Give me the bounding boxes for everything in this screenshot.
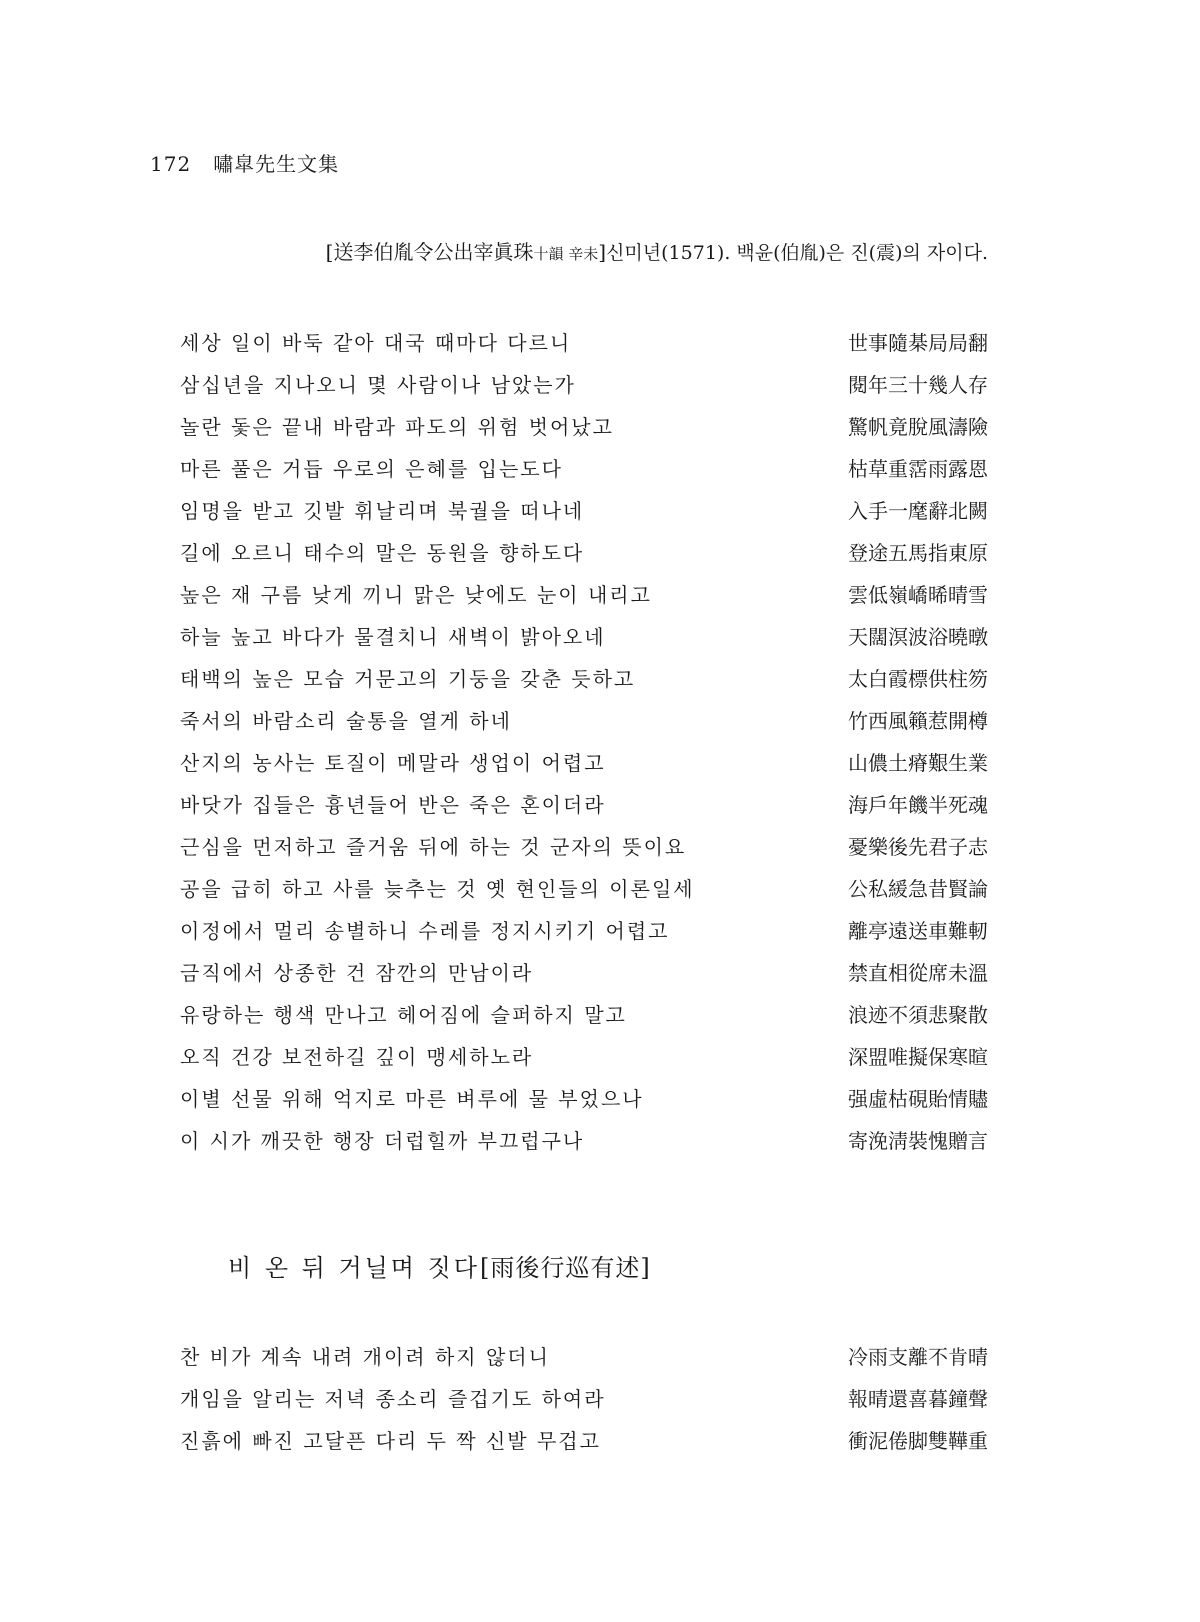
book-title: 嘯皐先生文集 [213,152,340,176]
korean-line: 마른 풀은 거듭 우로의 은혜를 입는도다 [180,457,563,481]
korean-line: 이정에서 멀리 송별하니 수레를 정지시키기 어렵고 [180,919,670,943]
korean-line: 길에 오르니 태수의 말은 동원을 향하도다 [180,541,585,565]
poem-title-reading: 신미년(1571). 백윤(伯胤)은 진(震)의 자이다. [606,242,988,264]
hanja-line: 離亭遠送車難軔 [848,919,988,943]
hanja-line: 憂樂後先君子志 [848,835,988,859]
section-title [228,1248,651,1283]
korean-line: 공을 급히 하고 사를 늦추는 것 옛 현인들의 이론일세 [180,877,695,901]
poem-line [180,868,988,910]
hanja-line: 太白霞標供柱笏 [848,667,988,691]
poem-line [180,910,988,952]
hanja-line: 寄浼淸裝愧贈言 [848,1129,988,1153]
korean-line: 임명을 받고 깃발 휘날리며 북궐을 떠나네 [180,499,585,523]
hanja-line: 竹西風籟惹開樽 [848,709,988,733]
poem-line [180,1378,988,1420]
hanja-line: 衝泥倦脚雙鞾重 [848,1429,988,1453]
hanja-line: 驚帆竟脫風濤險 [848,415,988,439]
korean-line: 오직 건강 보전하길 깊이 맹세하노라 [180,1045,534,1069]
korean-line: 이별 선물 위해 억지로 마른 벼루에 물 부었으나 [180,1087,644,1111]
hanja-line: 世事隨棊局局翻 [848,331,988,355]
korean-line: 금직에서 상종한 건 잠깐의 만남이라 [180,961,534,985]
poem-line [180,364,988,406]
poem-title-close: ] [598,240,607,264]
poem-line [180,574,988,616]
korean-line: 세상 일이 바둑 같아 대국 때마다 다르니 [180,331,572,355]
hanja-line: 禁直相從席未溫 [848,961,988,985]
hanja-line: 登途五馬指東原 [848,541,988,565]
poem-line [180,322,988,364]
poem-line [180,1420,988,1462]
korean-line: 이 시가 깨끗한 행장 더럽힐까 부끄럽구나 [180,1129,585,1153]
korean-line: 근심을 먼저하고 즐거움 뒤에 하는 것 군자의 뜻이요 [180,835,687,859]
korean-line: 진흙에 빠진 고달픈 다리 두 짝 신발 무겁고 [180,1429,601,1453]
korean-line: 찬 비가 계속 내려 개이려 하지 않더니 [180,1345,550,1369]
hanja-line: 强虛枯硯貽情贐 [848,1087,988,1111]
poem-line [180,532,988,574]
korean-line: 태백의 높은 모습 거문고의 기둥을 갖춘 듯하고 [180,667,636,691]
korean-line: 개임을 알리는 저녁 종소리 즐겁기도 하여라 [180,1387,606,1411]
hanja-line: 海戶年饑半死魂 [848,793,988,817]
poem-body-second [180,1336,988,1462]
korean-line: 삼십년을 지나오니 몇 사람이나 남았는가 [180,373,576,397]
poem-line [180,1336,988,1378]
poem-line [180,952,988,994]
korean-line: 하늘 높고 바다가 물결치니 새벽이 밝아오네 [180,625,606,649]
hanja-line: 浪迹不須悲聚散 [848,1003,988,1027]
hanja-line: 入手一麾辭北闕 [848,499,988,523]
poem-line [180,1078,988,1120]
poem-line [180,1036,988,1078]
hanja-line: 深盟唯擬保寒暄 [848,1045,988,1069]
poem-line [180,658,988,700]
poem-body [180,322,988,1162]
korean-line: 놀란 돛은 끝내 바람과 파도의 위험 벗어났고 [180,415,614,439]
poem-line [180,826,988,868]
poem-line [180,700,988,742]
poem-line [180,784,988,826]
korean-line: 유랑하는 행색 만나고 헤어짐에 슬퍼하지 말고 [180,1003,627,1027]
hanja-line: 山儂土瘠艱生業 [848,751,988,775]
page-number: 172 [150,152,192,176]
poem-title-note: 十韻 辛未 [533,245,599,263]
korean-line: 죽서의 바람소리 술통을 열게 하네 [180,709,512,733]
hanja-line: 報晴還喜暮鐘聲 [848,1387,988,1411]
hanja-line: 公私緩急昔賢論 [848,877,988,901]
hanja-line: 閱年三十幾人存 [848,373,988,397]
poem-line [180,406,988,448]
poem-line [180,742,988,784]
poem-line [180,490,988,532]
korean-line: 높은 재 구름 낮게 끼니 맑은 낮에도 눈이 내리고 [180,583,652,607]
section-title-hanja: [雨後行巡有述] [480,1254,651,1282]
poem-line [180,994,988,1036]
poem-title-hanja: [送李伯胤令公出宰眞珠 [325,240,534,264]
page-header [150,148,339,177]
section-title-korean: 비 온 뒤 거닐며 짓다 [228,1254,480,1282]
poem-line [180,448,988,490]
hanja-line: 天闊溟波浴曉暾 [848,625,988,649]
korean-line: 바닷가 집들은 흉년들어 반은 죽은 혼이더라 [180,793,606,817]
hanja-line: 雲低嶺嶠晞晴雪 [848,583,988,607]
poem-line [180,1120,988,1162]
hanja-line: 枯草重霑雨露恩 [848,457,988,481]
korean-line: 산지의 농사는 토질이 메말라 생업이 어렵고 [180,751,606,775]
hanja-line: 冷雨支離不肯晴 [848,1345,988,1369]
poem-line [180,616,988,658]
poem-title [326,236,988,265]
